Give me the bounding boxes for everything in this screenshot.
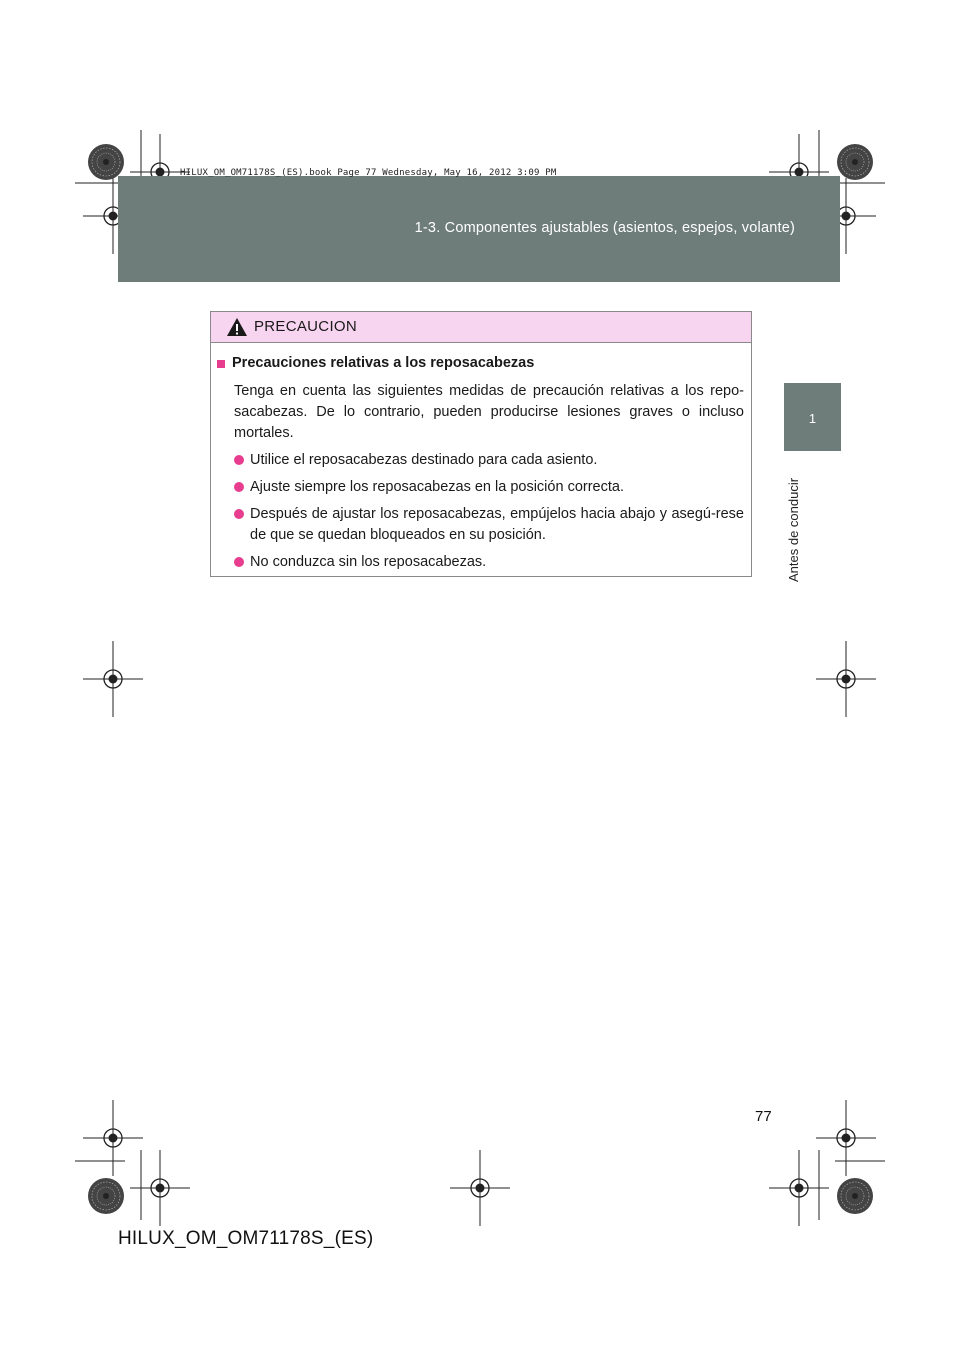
caution-bullet-text: Ajuste siempre los reposacabezas en la posición correcta. [250, 479, 624, 495]
page-number: 77 [755, 1108, 772, 1125]
caution-intro: Tenga en cuenta las siguientes medidas de precaución relativas a los repo-sacabezas. De lo contrario, pueden producirse lesiones graves o incluso mortales. [234, 383, 744, 441]
caution-body [211, 343, 751, 573]
chapter-tab [784, 383, 841, 451]
warning-triangle-icon [226, 317, 248, 337]
caution-bullet [234, 504, 744, 546]
book-info-line: HILUX_OM_OM71178S_(ES).book Page 77 Wednesday, May 16, 2012 3:09 PM [180, 168, 557, 178]
caution-bullet [234, 552, 744, 573]
middle-marks [83, 641, 876, 717]
caution-subheading [217, 353, 744, 374]
caution-bullet [234, 477, 744, 498]
caution-subheading-text: Precauciones relativas a los reposacabezas [232, 355, 535, 371]
caution-header [211, 312, 751, 343]
footer-document-code: HILUX_OM_OM71178S_(ES) [118, 1228, 374, 1249]
caution-bullet-text: Utilice el reposacabezas destinado para cada asiento. [250, 452, 598, 468]
caution-bullet-text: No conduzca sin los reposacabezas. [250, 554, 487, 570]
bullet-dot-icon [234, 509, 244, 519]
bullet-dot-icon [234, 482, 244, 492]
chapter-number: 1 [808, 411, 817, 426]
bullet-dot-icon [234, 557, 244, 567]
caution-box [210, 311, 752, 577]
section-title: 1-3. Componentes ajustables (asientos, espejos, volante) [414, 220, 795, 236]
square-bullet-icon [217, 360, 225, 368]
caution-bullet-text: Después de ajustar los reposacabezas, empújelos hacia abajo y asegú-rese de que se quedan bloqueados en su posición. [250, 506, 744, 543]
bullet-dot-icon [234, 455, 244, 465]
chapter-label: Antes de conducir [786, 477, 801, 582]
caution-title: PRECAUCION [254, 318, 358, 335]
caution-bullet [234, 450, 744, 471]
